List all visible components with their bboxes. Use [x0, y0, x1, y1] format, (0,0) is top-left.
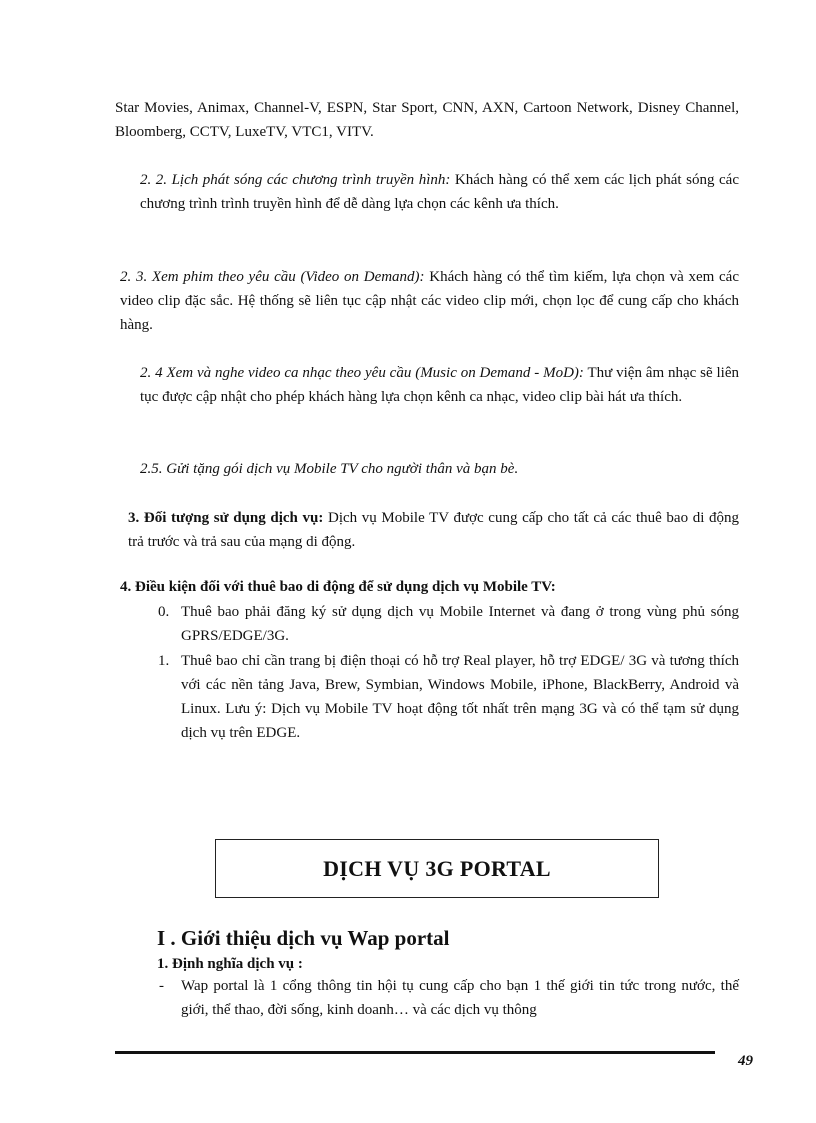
bullet-text: Wap portal là 1 cổng thông tin hội tụ cung cấp cho bạn 1 thế giới tin tức trong nước, thế giới, thể thao, đời sống, kinh doanh… và các dịch vụ thông: [181, 978, 739, 1018]
section-title-box: [215, 839, 659, 898]
section-title: DỊCH VỤ 3G PORTAL: [323, 855, 551, 881]
footer-rule: [115, 1051, 715, 1054]
schedule-text: Khách hàng có thể xem các lịch phát sóng các chương trình trình truyền hình để dễ dàng lựa chọn các kênh ưa thích.: [140, 172, 739, 212]
vod-paragraph: [120, 265, 739, 337]
mod-lead: 2. 4 Xem và nghe video ca nhạc theo yêu cầu (Music on Demand - MoD):: [140, 365, 584, 381]
mod-paragraph: [140, 361, 739, 409]
sub-heading: 1. Định nghĩa dịch vụ :: [157, 956, 303, 972]
condition-number: 0.: [158, 604, 170, 620]
vod-text: Khách hàng có thể tìm kiếm, lựa chọn và xem các video clip đặc sắc. Hệ thống sẽ liên tục cập nhật các video clip mới, chọn lọc để cung cấp cho khách hàng.: [120, 269, 739, 333]
bullet-mark: -: [159, 978, 164, 994]
section-heading: I . Giới thiệu dịch vụ Wap portal: [157, 926, 450, 950]
condition-number: 1.: [158, 653, 170, 669]
condition-item: Thuê bao chỉ cần trang bị điện thoại có hỗ trợ Real player, hỗ trợ EDGE/ 3G và tương thích với các nền tảng Java, Brew, Symbian, Windows Mobile, iPhone, BlackBerry, Android và Linux. Lưu ý: Dịch vụ Mobile TV hoạt động tốt nhất trên mạng 3G và có thể tạm sử dụng dịch vụ trên EDGE.: [181, 653, 739, 741]
schedule-lead: 2. 2. Lịch phát sóng các chương trình truyền hình:: [140, 172, 451, 188]
schedule-paragraph: [140, 168, 739, 216]
condition-item: Thuê bao phải đăng ký sử dụng dịch vụ Mobile Internet và đang ở trong vùng phủ sóng GPRS/EDGE/3G.: [181, 604, 739, 644]
target-users-text: Dịch vụ Mobile TV được cung cấp cho tất cả các thuê bao di động trả trước và trả sau của mạng di động.: [128, 510, 739, 550]
mod-text: Thư viện âm nhạc sẽ liên tục được cập nhật cho phép khách hàng lựa chọn kênh ca nhạc, video clip bài hát ưa thích.: [140, 365, 739, 405]
gift-paragraph: 2.5. Gửi tặng gói dịch vụ Mobile TV cho người thân và bạn bè.: [140, 461, 519, 477]
target-users-lead: 3. Đối tượng sử dụng dịch vụ:: [128, 510, 324, 526]
page-number: 49: [738, 1053, 753, 1069]
target-users-paragraph: [128, 506, 739, 554]
conditions-heading: 4. Điều kiện đối với thuê bao di động để sử dụng dịch vụ Mobile TV:: [120, 579, 556, 595]
vod-lead: 2. 3. Xem phim theo yêu cầu (Video on Demand):: [120, 269, 425, 285]
channel-list-paragraph: Star Movies, Animax, Channel-V, ESPN, Star Sport, CNN, AXN, Cartoon Network, Disney Channel, Bloomberg, CCTV, LuxeTV, VTC1, VITV.: [115, 100, 739, 140]
